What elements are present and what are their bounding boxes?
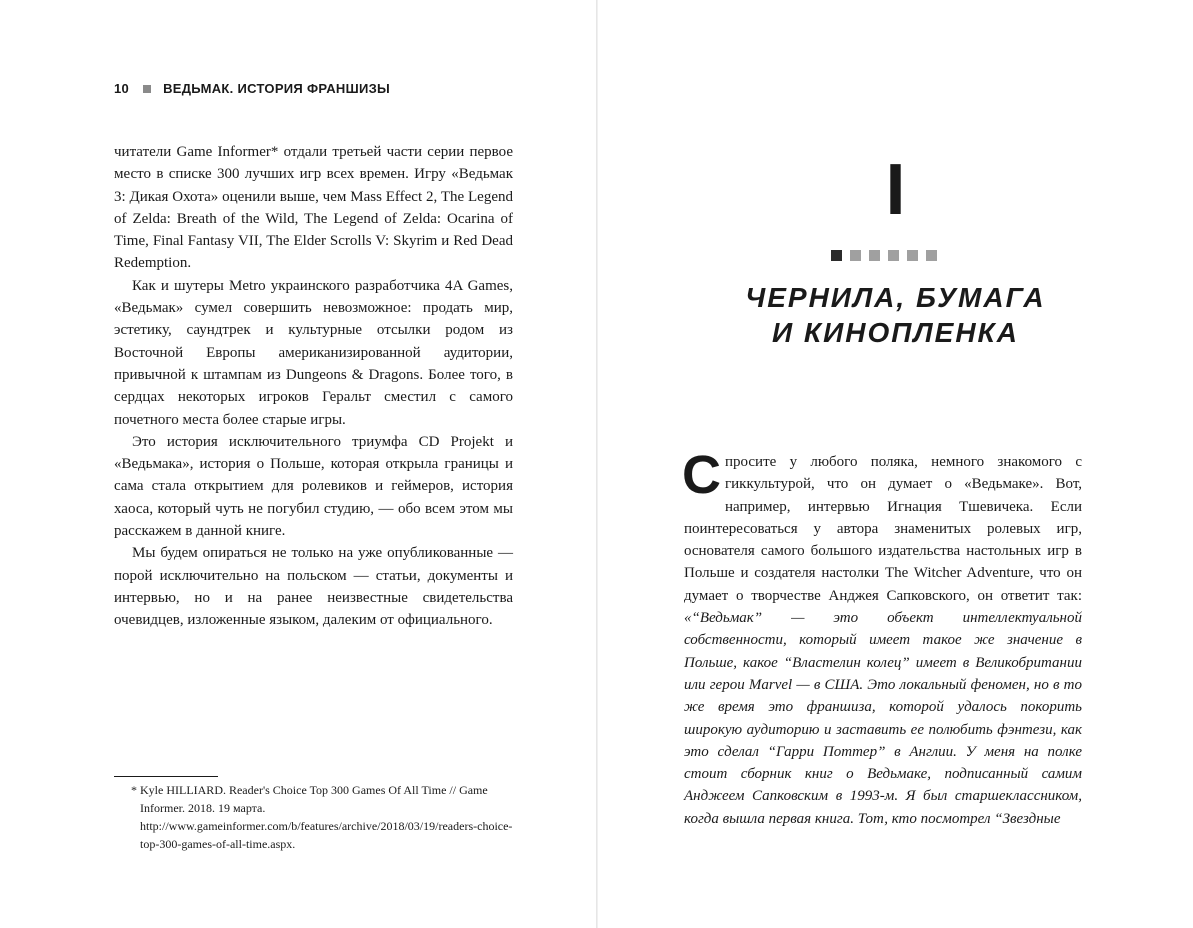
- chapter-title: [598, 280, 1193, 350]
- chapter-dot-active: [831, 250, 842, 261]
- drop-cap: С: [682, 445, 721, 505]
- chapter-title-line-1: ЧЕРНИЛА, БУМАГА: [745, 282, 1046, 313]
- chapter-dot: [850, 250, 861, 261]
- running-head-title: ВЕДЬМАК. ИСТОРИЯ ФРАНШИЗЫ: [163, 81, 391, 96]
- header-square-icon: [143, 85, 151, 93]
- left-body-text: [114, 141, 513, 632]
- body-intro: просите у любого поляка, немного знакомого с гиккультурой, что он думает о «Ведьмаке». Вот, например, интервью Игнация Тшевичека. Если поинтересоваться у автора знаменитых ролевых игр, основателя самого большого издательства настольных игр в Польше и создателя настолки The Witcher Adventure, что он думает о творчестве Анджея Сапковского, он ответит так:: [684, 454, 1082, 604]
- paragraph: Мы будем опираться не только на уже опубликованные — порой исключительно на польском — статьи, документы и интервью, но и на ранее неизвестные свидетельства очевидцев, изложенные языком, далеким от официального.: [114, 545, 513, 629]
- chapter-dot: [869, 250, 880, 261]
- paragraph: читатели Game Informer* отдали третьей части серии первое место в списке 300 лучших игр всех времен. Игру «Ведьмак 3: Дикая Охота» оценили выше, чем Mass Effect 2, The Legend of Zelda: Breath of the Wild, The Legend of Zelda: Ocarina of Time, Final Fantasy VII, The Elder Scrolls V: Skyrim и Red Dead Redemption.: [114, 144, 513, 272]
- footnote-rule: [114, 776, 218, 777]
- opening-paragraph: [682, 445, 1082, 830]
- paragraph: Это история исключительного триумфа CD Projekt и «Ведьмака», история о Польше, которая открыла границы и сама стала открытием для ролевиков и геймеров, история хаоса, который чуть не погубил студию, — обо всем этом мы расскажем в данной книге.: [114, 433, 513, 540]
- footnote-mark: *: [131, 783, 137, 797]
- footnote: [131, 781, 516, 853]
- chapter-progress-dots: [831, 250, 937, 261]
- paragraph: Как и шутеры Metro украинского разработчика 4A Games, «Ведьмак» сумел совершить невозможное: продать мир, эстетику, саундтрек и культурные отсылки родом из Восточной Европы американизированной аудитории, привычной к штампам из Dungeons & Dragons. Более того, в сердцах некоторых игроков Геральт сместил с самого почетного места более старые игры.: [114, 277, 513, 428]
- chapter-dot: [888, 250, 899, 261]
- page-number: 10: [114, 81, 130, 96]
- chapter-numeral: I: [885, 150, 906, 230]
- chapter-title-line-2: И КИНОПЛЕНКА: [772, 317, 1019, 348]
- footnote-text: Kyle HILLIARD. Reader's Choice Top 300 Games Of All Time // Game Informer. 2018. 19 марта. http://www.gameinformer.com/b/features/archive/2018/03/19/readers-choice-top-300-games-of-all-time.aspx.: [140, 783, 513, 851]
- right-page: [598, 0, 1193, 928]
- running-head: [114, 81, 390, 96]
- right-body-text: [682, 445, 1082, 830]
- chapter-dot: [926, 250, 937, 261]
- interview-quote: «“Ведьмак” — это объект интеллектуальной собственности, который имеет такое же значение в Польше, какое “Властелин колец” имеет в Великобритании или герои Marvel — в США. Это локальный феномен, но в то же время это франшиза, которой удалось покорить широкую аудиторию и заставить ее полюбить фэнтези, как это сделал “Гарри Поттер” в Англии. У меня на полке стоит сборник книг о Ведьмаке, подписанный самим Анджеем Сапковским в 1993-м. Я был старшеклассником, когда вышла первая книга. Тот, кто посмотрел “Звездные: [684, 610, 1082, 827]
- chapter-dot: [907, 250, 918, 261]
